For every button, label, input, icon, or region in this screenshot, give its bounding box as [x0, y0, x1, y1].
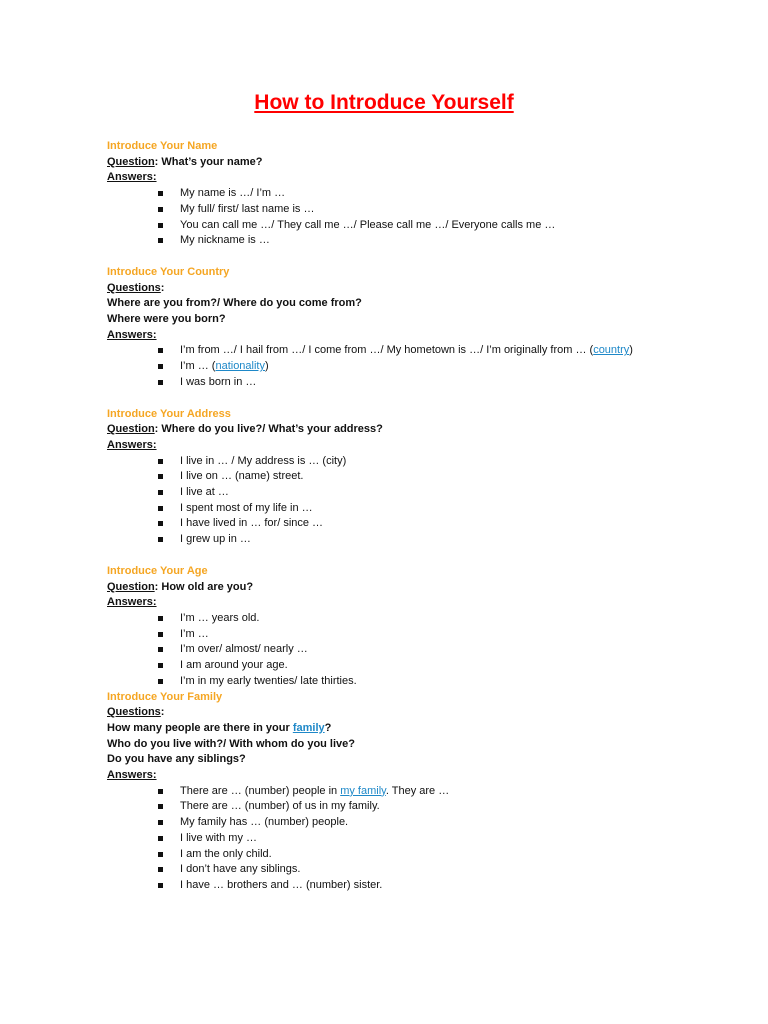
- answer-item: My family has … (number) people.: [158, 815, 727, 831]
- question-label: Question: [107, 155, 155, 168]
- answer-item: I am the only child.: [158, 847, 727, 863]
- section-heading: Introduce Your Address: [107, 407, 231, 420]
- answer-item: [158, 784, 727, 800]
- answer-item: I’m over/ almost/ nearly …: [158, 642, 727, 658]
- answers-label: Answers:: [107, 171, 157, 184]
- country-link[interactable]: country: [593, 344, 630, 357]
- section-family: [107, 690, 727, 894]
- answer-item: There are … (number) of us in my family.: [158, 799, 727, 815]
- question-text: [107, 721, 727, 737]
- answer-item: I don’t have any siblings.: [158, 862, 727, 878]
- answers-label: Answers:: [107, 438, 157, 451]
- answer-item: I live at …: [158, 485, 727, 501]
- question-label: Question: [107, 423, 155, 436]
- question-label: Questions: [107, 706, 161, 719]
- question-label: Questions: [107, 281, 161, 294]
- answers-label: Answers:: [107, 596, 157, 609]
- question-line: [107, 155, 727, 171]
- answer-item: [158, 343, 727, 359]
- section-heading: Introduce Your Country: [107, 265, 230, 278]
- question-text: : Where do you live?/ What’s your address?: [154, 423, 383, 436]
- question-line: [107, 422, 727, 438]
- question-text-part: How many people are there in your: [107, 721, 293, 734]
- answer-text: There are … (number) people in: [180, 784, 341, 797]
- section-heading: Introduce Your Name: [107, 140, 218, 152]
- answer-text: ): [629, 344, 633, 357]
- answer-item: I’m … years old.: [158, 611, 727, 627]
- my-family-link[interactable]: my family: [340, 784, 386, 797]
- question-text: Who do you live with?/ With whom do you live?: [107, 737, 355, 750]
- answer-item: You can call me …/ They call me …/ Please call me …/ Everyone calls me …: [158, 218, 727, 234]
- answer-item: My nickname is …: [158, 233, 727, 249]
- question-text-part: ?: [324, 721, 332, 734]
- family-link[interactable]: family: [292, 721, 325, 734]
- document-body: [107, 139, 727, 894]
- page-title: How to Introduce Yourself: [254, 91, 514, 114]
- answer-item: My full/ first/ last name is …: [158, 202, 727, 218]
- section-heading: Introduce Your Age: [107, 564, 208, 577]
- answer-list: [107, 343, 727, 390]
- answer-item: I live on … (name) street.: [158, 469, 727, 485]
- answer-item: I spent most of my life in …: [158, 501, 727, 517]
- answers-label: Answers:: [107, 328, 157, 341]
- answer-item: I was born in …: [158, 375, 727, 391]
- answer-item: I’m …: [158, 627, 727, 643]
- answer-text: I’m … (: [180, 360, 216, 373]
- question-text: : What’s your name?: [154, 155, 263, 168]
- answer-text: . They are …: [385, 784, 450, 797]
- answer-item: I am around your age.: [158, 658, 727, 674]
- answer-item: I’m in my early twenties/ late thirties.: [158, 674, 727, 690]
- section-name: [107, 139, 727, 249]
- answer-text: I’m from …/ I hail from …/ I come from …/ My hometown is …/ I’m originally from … (: [180, 344, 594, 357]
- answer-list: [107, 186, 727, 249]
- question-text: Where are you from?/ Where do you come from?: [107, 297, 362, 310]
- question-text: Do you have any siblings?: [107, 753, 246, 766]
- question-line: Questions:: [107, 706, 165, 719]
- answer-text: ): [265, 360, 269, 373]
- answer-item: I have lived in … for/ since …: [158, 516, 727, 532]
- section-country: [107, 265, 727, 391]
- answer-item: I have … brothers and … (number) sister.: [158, 878, 727, 894]
- nationality-link[interactable]: nationality: [215, 360, 265, 373]
- answer-item: I live in … / My address is … (city): [158, 454, 727, 470]
- answer-item: I live with my …: [158, 831, 727, 847]
- answer-item: I grew up in …: [158, 532, 727, 548]
- question-label: Question: [107, 580, 155, 593]
- answer-list: [107, 784, 727, 894]
- answer-list: [107, 454, 727, 548]
- question-line: [107, 580, 727, 596]
- section-address: [107, 407, 727, 548]
- question-line: Questions:: [107, 281, 165, 294]
- question-text: Where were you born?: [107, 313, 226, 326]
- answers-label: Answers:: [107, 769, 157, 782]
- answer-item: My name is …/ I’m …: [158, 186, 727, 202]
- section-age: [107, 564, 727, 690]
- question-text: : How old are you?: [154, 580, 254, 593]
- answer-item: [158, 359, 727, 375]
- section-heading: Introduce Your Family: [107, 690, 223, 703]
- answer-list: [107, 611, 727, 690]
